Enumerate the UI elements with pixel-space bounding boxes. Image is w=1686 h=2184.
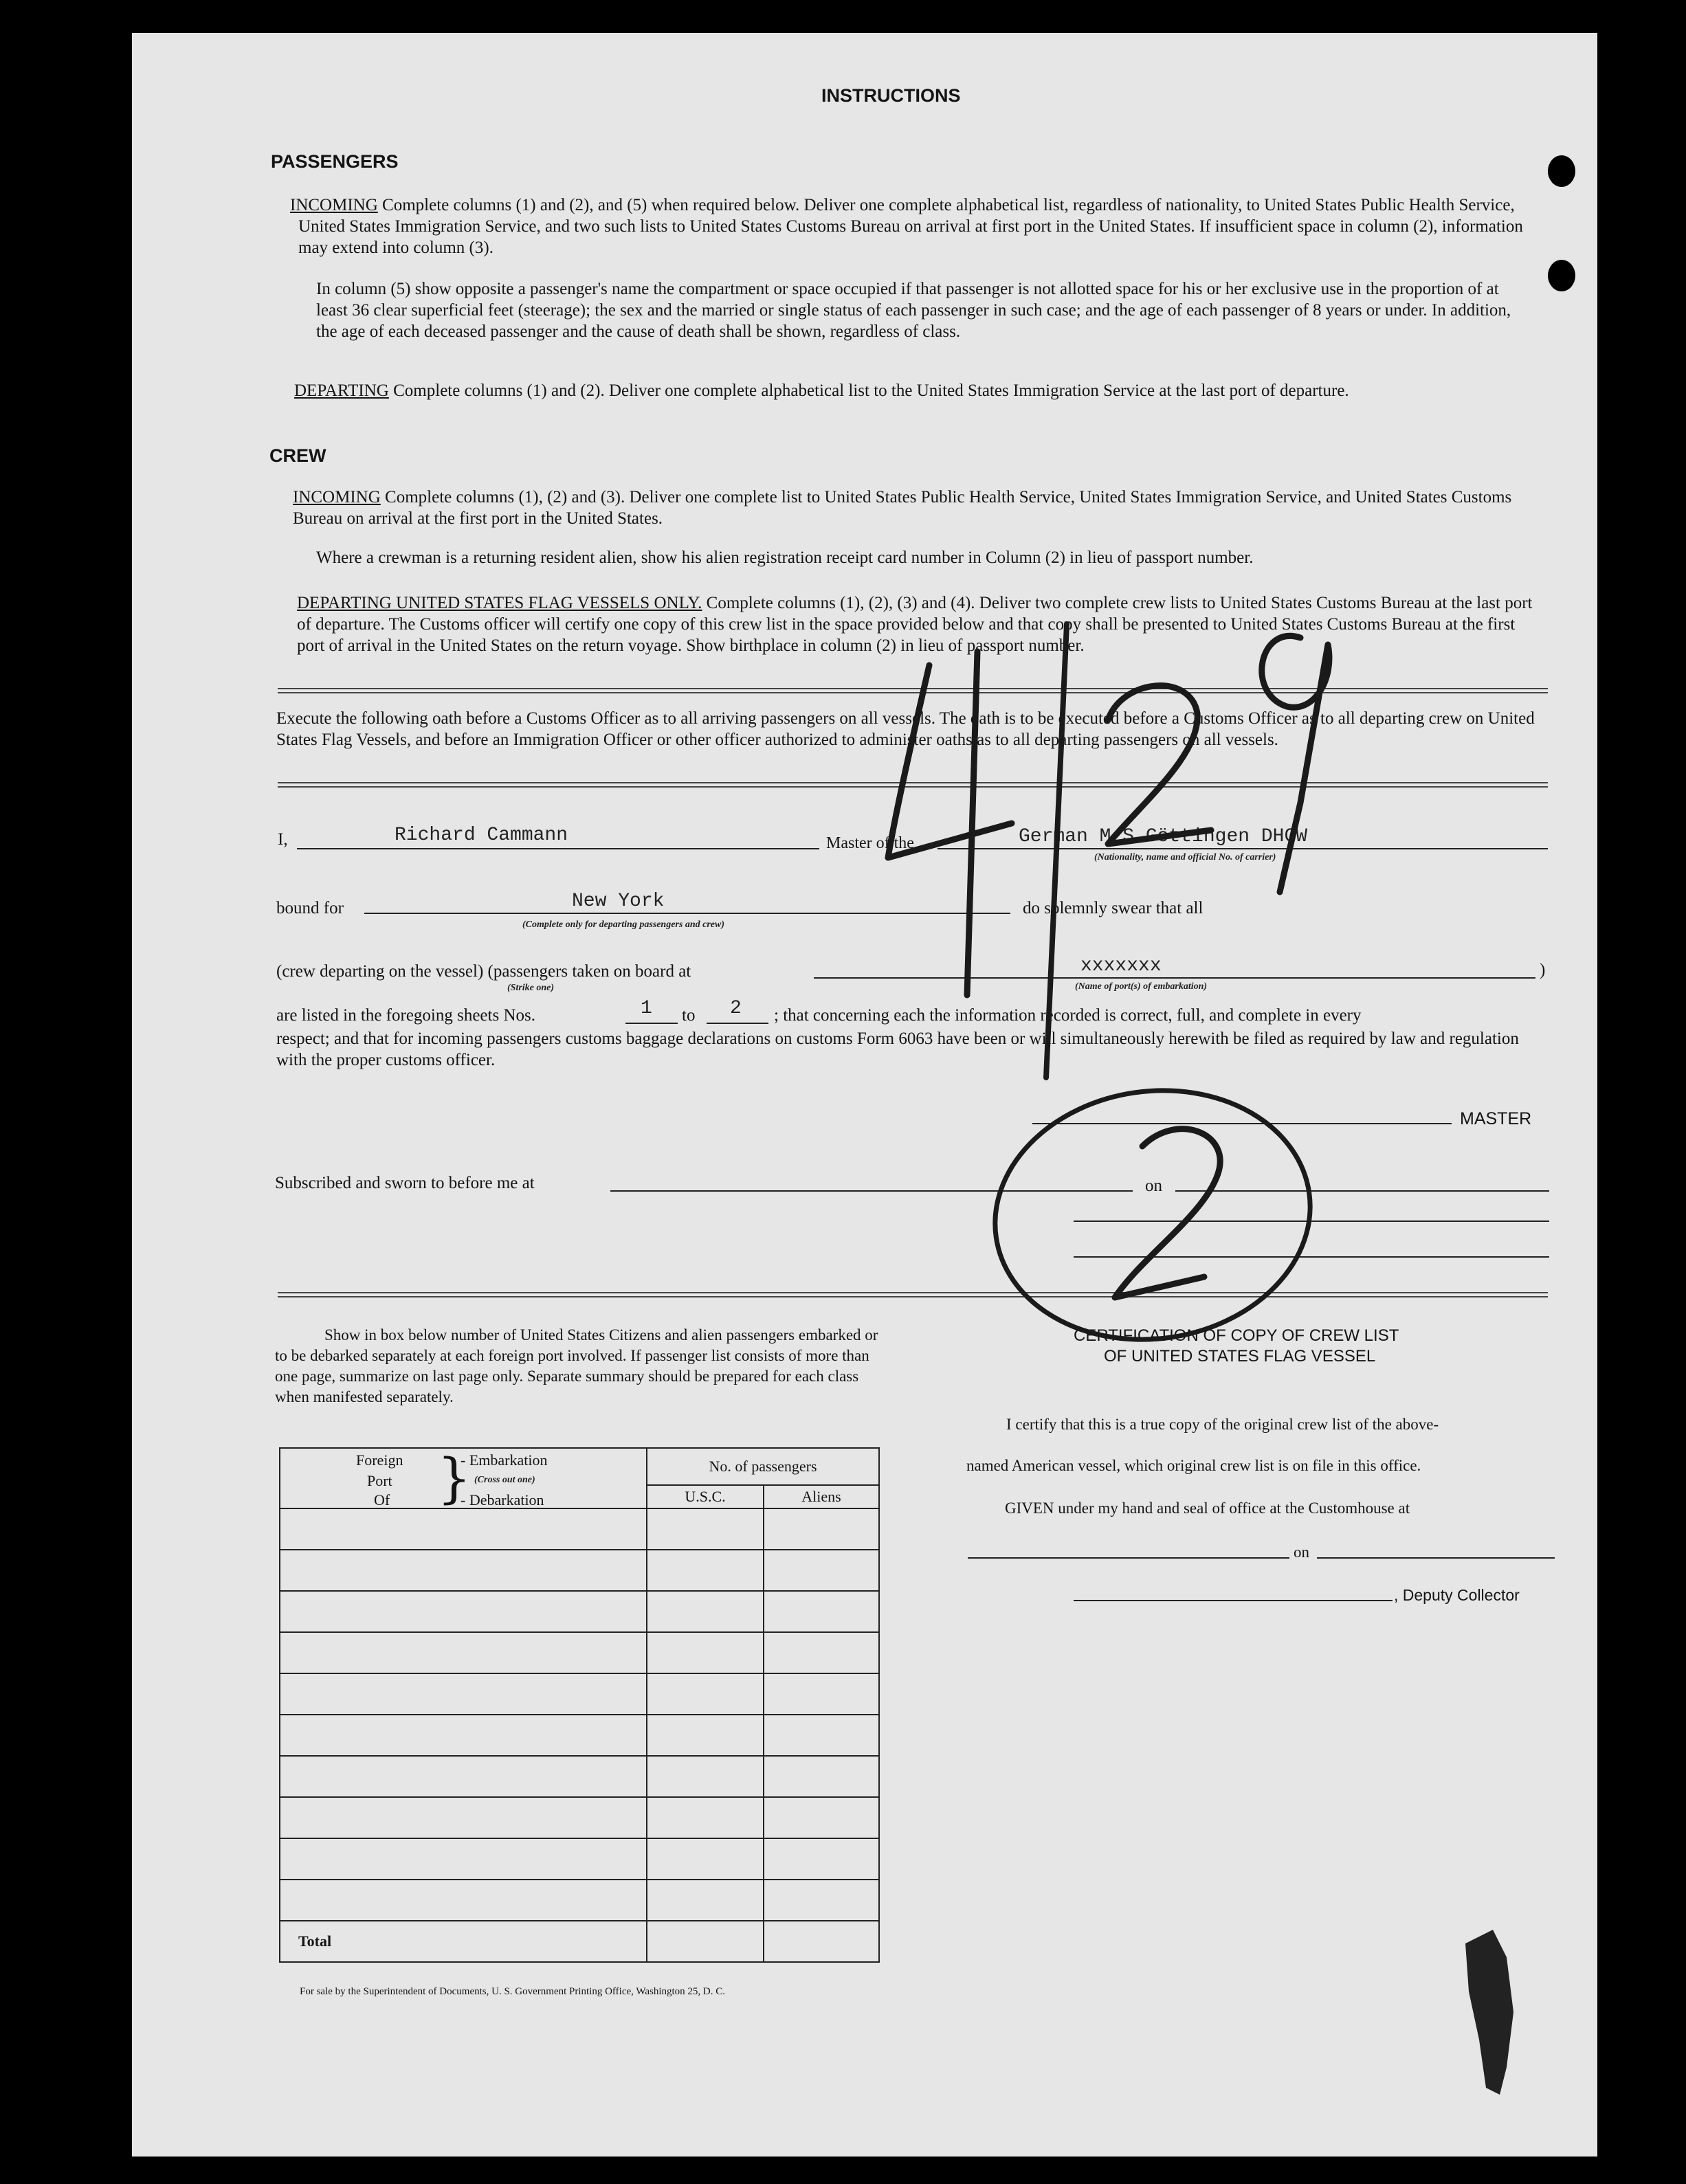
handwritten-four bbox=[888, 651, 1012, 995]
summary-usc-cell[interactable] bbox=[647, 1838, 764, 1880]
certification-line-2: named American vessel, which original crew list is on file in this office. bbox=[966, 1457, 1421, 1474]
punch-hole bbox=[1548, 260, 1575, 291]
passengers-incoming-paragraph bbox=[290, 194, 1535, 258]
summary-row bbox=[280, 1673, 879, 1715]
torn-corner bbox=[1465, 1930, 1513, 2095]
divider bbox=[278, 782, 1548, 788]
summary-usc-cell[interactable] bbox=[647, 1550, 764, 1591]
passenger-summary-table bbox=[279, 1447, 880, 1963]
bound-for-label: bound for bbox=[276, 899, 344, 917]
crew-passengers-text: (crew departing on the vessel) (passengers taken on board at bbox=[276, 962, 691, 981]
subscribed-on-label: on bbox=[1145, 1177, 1162, 1195]
summary-aliens-cell[interactable] bbox=[764, 1673, 879, 1715]
vessel-field[interactable]: German M/S Göttingen DHCW bbox=[1019, 826, 1308, 847]
summary-port-cell[interactable] bbox=[280, 1880, 647, 1921]
master-name-field[interactable]: Richard Cammann bbox=[395, 825, 568, 846]
summary-row bbox=[280, 1715, 879, 1756]
certification-on-label: on bbox=[1294, 1544, 1309, 1561]
crew-incoming-text: Complete columns (1), (2) and (3). Deliver one complete list to United States Public Health Service, United States Immigration Service, and United States Customs Bureau on arrival at the first port in the United States. bbox=[293, 488, 1512, 528]
certification-line-1: I certify that this is a true copy of the original crew list of the above- bbox=[1006, 1416, 1439, 1433]
summary-usc-cell[interactable] bbox=[647, 1673, 764, 1715]
swear-text: do solemnly swear that all bbox=[1023, 899, 1204, 917]
ports-line bbox=[814, 977, 1535, 979]
summary-usc-cell[interactable] bbox=[647, 1591, 764, 1632]
vessel-caption: (Nationality, name and official No. of carrier) bbox=[1094, 852, 1276, 862]
total-usc[interactable] bbox=[647, 1921, 764, 1962]
sheet-from-line bbox=[625, 1023, 678, 1024]
master-of-label: Master of the bbox=[826, 834, 914, 852]
listed-text-2: ; that concerning each the information recorded is correct, full, and complete in every bbox=[774, 1006, 1362, 1025]
punch-hole bbox=[1548, 155, 1575, 187]
customhouse-line bbox=[968, 1557, 1289, 1559]
aliens-header: Aliens bbox=[764, 1485, 879, 1508]
summary-row bbox=[280, 1550, 879, 1591]
col-foreign: Foreign bbox=[356, 1451, 403, 1469]
destination-field[interactable]: New York bbox=[572, 891, 665, 912]
crew-departing-label: DEPARTING UNITED STATES FLAG VESSELS ONLY. bbox=[297, 594, 702, 612]
certification-heading-1: CERTIFICATION OF COPY OF CREW LIST bbox=[1074, 1326, 1399, 1345]
summary-port-cell[interactable] bbox=[280, 1756, 647, 1797]
summary-usc-cell[interactable] bbox=[647, 1632, 764, 1673]
crew-incoming-paragraph bbox=[293, 487, 1530, 529]
summary-aliens-cell[interactable] bbox=[764, 1550, 879, 1591]
master-signature-line bbox=[1032, 1123, 1452, 1124]
manifest-page bbox=[132, 33, 1597, 2157]
total-label: Total bbox=[280, 1921, 647, 1962]
deputy-collector-label: , Deputy Collector bbox=[1394, 1586, 1520, 1604]
subscribed-label: Subscribed and sworn to before me at bbox=[275, 1174, 535, 1192]
officer-line-1 bbox=[1074, 1221, 1549, 1222]
summary-port-cell[interactable] bbox=[280, 1632, 647, 1673]
divider bbox=[278, 1292, 1548, 1297]
summary-port-cell[interactable] bbox=[280, 1715, 647, 1756]
summary-port-cell[interactable] bbox=[280, 1838, 647, 1880]
passengers-departing-text: Complete columns (1) and (2). Deliver one complete alphabetical list to the United States Immigration Service at the last port of departure. bbox=[393, 381, 1349, 400]
close-paren: ) bbox=[1540, 961, 1546, 979]
summary-aliens-cell[interactable] bbox=[764, 1797, 879, 1838]
crew-incoming-label: INCOMING bbox=[293, 488, 381, 506]
summary-port-cell[interactable] bbox=[280, 1797, 647, 1838]
handwritten-circle bbox=[979, 1071, 1327, 1360]
summary-row bbox=[280, 1880, 879, 1921]
oath-intro: Execute the following oath before a Customs Officer as to all arriving passengers on all vessels. The oath is to be executed before a Customs Officer as to all departing crew on United States Flag Vessels, and before an Immigration Officer or other officer authorized to administer oaths as to all departing passengers on all vessels. bbox=[276, 709, 1535, 749]
crew-departing-text: Complete columns (1), (2), (3) and (4). Deliver two complete crew lists to United States Customs Bureau at the last port of departure. The Customs officer will certify one copy of this crew list in the space provided below and that copy shall be presented to United States Customs Bureau at the first port of arrival in the United States on the return voyage. Show birthplace in column (2) in lieu of passport number. bbox=[297, 594, 1533, 655]
printing-office-footer: For sale by the Superintendent of Documents, U. S. Government Printing Office, Washington 25, D. C. bbox=[300, 1986, 725, 1997]
summary-aliens-cell[interactable] bbox=[764, 1756, 879, 1797]
summary-instructions: Show in box below number of United States Citizens and alien passengers embarked or to be debarked separately at each foreign port involved. If passenger list consists of more than one page, summarize on last page only. Separate summary should be prepared for each class when manifested separately. bbox=[275, 1326, 878, 1405]
strike-caption: (Strike one) bbox=[507, 983, 555, 993]
listed-text-3: respect; and that for incoming passengers customs baggage declarations on customs Form 6063 have been or will simultaneously herewith be filed as required by law and regulation with the proper customs officer. bbox=[276, 1029, 1519, 1069]
summary-aliens-cell[interactable] bbox=[764, 1838, 879, 1880]
usc-header: U.S.C. bbox=[647, 1485, 764, 1508]
summary-usc-cell[interactable] bbox=[647, 1797, 764, 1838]
column5-paragraph: In column (5) show opposite a passenger's name the compartment or space occupied if that passenger is not allotted space for his or her exclusive use in the proportion of at least 36 clear superficial feet (steerage); the sex and the married or single status of each passenger in such case; and the age of each passenger of 8 years or under. In addition, the age of each deceased passenger and the cause of death shall be shown, regardless of class. bbox=[316, 280, 1511, 341]
passengers-incoming-text: Complete columns (1) and (2), and (5) when required below. Deliver one complete alphabetical list, regardless of nationality, to United States Public Health Service, United States Immigration Service, and two such lists to United States Customs Bureau on arrival at first port in the United States. If insufficient space in column (2), information may extend into column (3). bbox=[298, 196, 1523, 257]
to-label: to bbox=[682, 1006, 696, 1025]
crew-resident-paragraph: Where a crewman is a returning resident alien, show his alien registration receipt card number in Column (2) in lieu of passport number. bbox=[316, 548, 1254, 567]
summary-row bbox=[280, 1838, 879, 1880]
debarkation-option[interactable]: - Debarkation bbox=[461, 1491, 544, 1508]
crew-heading: CREW bbox=[269, 445, 326, 466]
vessel-line bbox=[938, 848, 1548, 849]
destination-caption: (Complete only for departing passengers and crew) bbox=[522, 920, 724, 930]
certification-heading-2: OF UNITED STATES FLAG VESSEL bbox=[1104, 1347, 1376, 1366]
summary-aliens-cell[interactable] bbox=[764, 1632, 879, 1673]
passengers-heading: PASSENGERS bbox=[271, 151, 399, 172]
brace-glyph: } bbox=[437, 1448, 472, 1510]
master-label: MASTER bbox=[1460, 1109, 1532, 1128]
sheet-to-field[interactable]: 2 bbox=[730, 998, 742, 1019]
port-header-cell bbox=[280, 1448, 647, 1508]
summary-row bbox=[280, 1797, 879, 1838]
divider bbox=[278, 688, 1548, 693]
summary-row bbox=[280, 1591, 879, 1632]
summary-aliens-cell[interactable] bbox=[764, 1508, 879, 1550]
oath-i-label: I, bbox=[278, 830, 288, 849]
summary-usc-cell[interactable] bbox=[647, 1508, 764, 1550]
subscribed-place-line bbox=[610, 1190, 1133, 1192]
summary-usc-cell[interactable] bbox=[647, 1880, 764, 1921]
passengers-incoming-label: INCOMING bbox=[290, 196, 378, 214]
handwritten-circled-two bbox=[1115, 1129, 1220, 1297]
summary-usc-cell[interactable] bbox=[647, 1715, 764, 1756]
summary-row bbox=[280, 1508, 879, 1550]
destination-line bbox=[364, 913, 1010, 914]
summary-usc-cell[interactable] bbox=[647, 1756, 764, 1797]
sheet-to-line bbox=[707, 1023, 768, 1024]
crew-departing-paragraph bbox=[297, 592, 1534, 656]
summary-row bbox=[280, 1632, 879, 1673]
listed-text: are listed in the foregoing sheets Nos. bbox=[276, 1006, 535, 1025]
summary-port-cell[interactable] bbox=[280, 1550, 647, 1591]
col-of: Of bbox=[374, 1491, 390, 1508]
deputy-signature-line bbox=[1074, 1600, 1393, 1601]
embarkation-option[interactable]: - Embarkation bbox=[461, 1451, 548, 1469]
summary-aliens-cell[interactable] bbox=[764, 1591, 879, 1632]
sheet-from-field[interactable]: 1 bbox=[641, 998, 652, 1019]
cross-out-caption: (Cross out one) bbox=[474, 1475, 535, 1485]
col-port: Port bbox=[367, 1472, 392, 1489]
total-aliens[interactable] bbox=[764, 1921, 879, 1962]
summary-row bbox=[280, 1756, 879, 1797]
certification-line-3: GIVEN under my hand and seal of office at the Customhouse at bbox=[1005, 1500, 1410, 1517]
officer-line-2 bbox=[1074, 1256, 1549, 1258]
summary-port-cell[interactable] bbox=[280, 1673, 647, 1715]
summary-port-cell[interactable] bbox=[280, 1508, 647, 1550]
passengers-departing-paragraph bbox=[294, 380, 1531, 401]
summary-aliens-cell[interactable] bbox=[764, 1715, 879, 1756]
subscribed-date-line bbox=[1175, 1190, 1549, 1192]
master-name-line bbox=[297, 848, 819, 849]
page-title: INSTRUCTIONS bbox=[821, 85, 961, 106]
certification-date-line bbox=[1317, 1557, 1555, 1559]
summary-port-cell[interactable] bbox=[280, 1591, 647, 1632]
summary-aliens-cell[interactable] bbox=[764, 1880, 879, 1921]
ports-field[interactable]: xxxxxxx bbox=[1080, 955, 1162, 977]
no-passengers-header: No. of passengers bbox=[647, 1448, 879, 1485]
passengers-departing-label: DEPARTING bbox=[294, 381, 389, 400]
ports-caption: (Name of port(s) of embarkation) bbox=[1075, 981, 1208, 992]
